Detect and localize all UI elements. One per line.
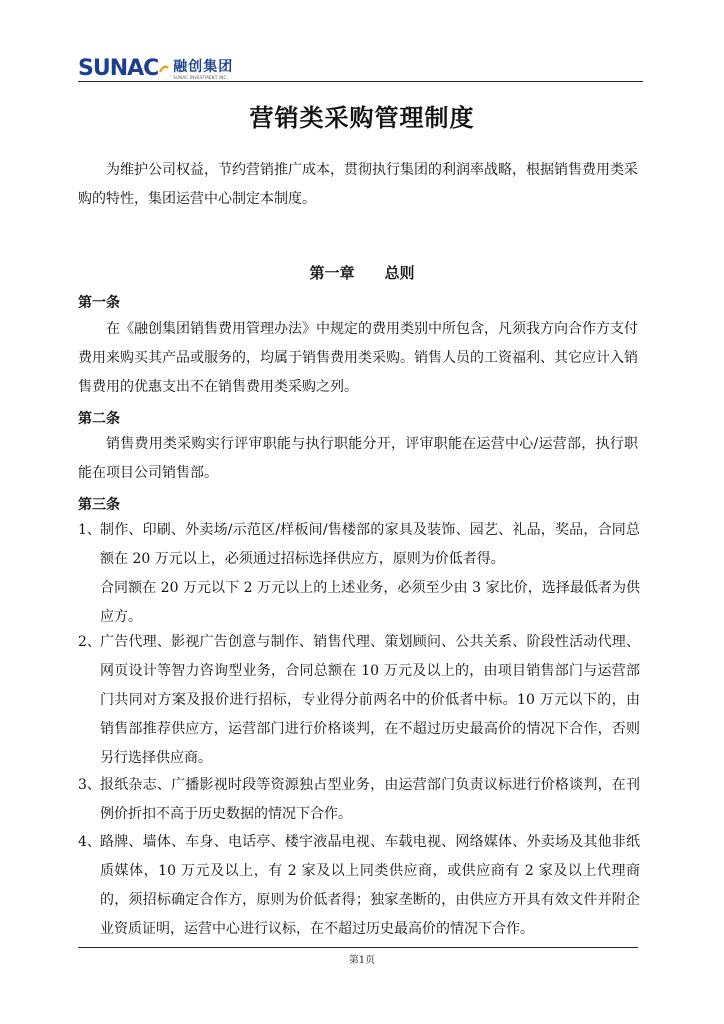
page-header xyxy=(78,48,643,80)
article-1-text: 在《融创集团销售费用管理办法》中规定的费用类别中所包含，凡须我方向合作方支付费用来购买其产品或服务的，均属于销售费用类采购。销售人员的工资福利、其它应计入销售费用的优惠支出不在销售费用类采购之列。 xyxy=(78,321,638,395)
intro-paragraph: 为维护公司权益，节约营销推广成本，贯彻执行集团的利润率战略，根据销售费用类采购的特性，集团运营中心制定本制度。 xyxy=(78,162,638,207)
list-item-number: 2、 xyxy=(78,634,101,650)
logo-english-name: SUNAC INVESTMENT INC. xyxy=(173,75,229,80)
chapter-heading: 第一章 总则 xyxy=(309,264,415,282)
logo-wave-icon xyxy=(159,62,169,76)
list-item xyxy=(78,828,640,944)
article-3-heading: 第三条 xyxy=(78,497,120,513)
list-item-number: 3、 xyxy=(78,777,101,793)
list-item-text: 报纸杂志、广播影视时段等资源独占型业务，由运营部门负责议标进行价格谈判，在刊例价折扣不高于历史数据的情况下合作。 xyxy=(100,777,640,822)
header-divider xyxy=(78,81,643,82)
list-item-text: 路牌、墙体、车身、电话亭、楼宇液晶电视、车载电视、网络媒体、外卖场及其他非纸质媒体，10 万元及以上，有 2 家及以上同类供应商，或供应商有 2 家及以上代理商的，须招标确定合作方，原则为价低者得；独家垄断的，由供应方开具有效文件并附企业资质证明，运营中心进行议标，在不超过历史最高价的情况下合作。 xyxy=(100,834,640,937)
list-item-text: 广告代理、影视广告创意与制作、销售代理、策划顾问、公共关系、阶段性活动代理、网页设计等智力咨询型业务，合同总额在 10 万元及以上的，由项目销售部门与运营部门共同对方案及报价进行招标，专业得分前两名中的价低者中标。10 万元以下的，由销售部推荐供应方，运营部门进行价格谈判，在不超过历史最高价的情况下合作，否则另行选择供应商。 xyxy=(100,634,640,766)
article-2-text: 销售费用类采购实行评审职能与执行职能分开，评审职能在运营中心/运营部，执行职能在项目公司销售部。 xyxy=(78,436,638,481)
company-logo xyxy=(78,52,233,80)
list-item-number: 1、 xyxy=(78,522,101,538)
list-item xyxy=(78,516,640,632)
article-1-heading: 第一条 xyxy=(78,295,120,311)
list-item-text: 制作、印刷、外卖场/示范区/样板间/售楼部的家具及装饰、园艺、礼品，奖品，合同总额在 20 万元以上，必须通过招标选择供应方，原则为价低者得。 xyxy=(100,522,640,567)
page-number: 第1页 xyxy=(348,955,376,966)
logo-wordmark: SUNAC xyxy=(78,56,159,81)
document-title: 营销类采购管理制度 xyxy=(249,104,475,132)
logo-chinese-name: 融创集团 xyxy=(173,59,234,75)
list-item xyxy=(78,628,640,773)
list-item-subtext: 合同额在 20 万元以下 2 万元以上的上述业务，必须至少由 3 家比价，选择最低者为供应方。 xyxy=(100,580,640,625)
list-item-number: 4、 xyxy=(78,834,101,850)
list-item xyxy=(78,771,640,829)
article-2-heading: 第二条 xyxy=(78,411,120,427)
footer-divider xyxy=(78,947,638,948)
